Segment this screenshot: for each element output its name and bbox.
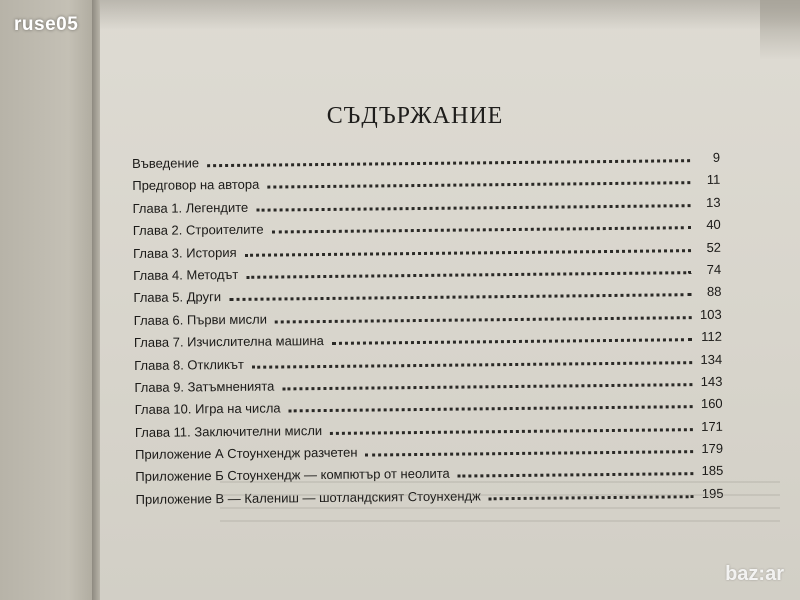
dot-leader [330, 428, 693, 435]
toc-entry: Глава 11. Заключителни мисли [134, 422, 323, 440]
toc-entry: Предговор на автора [132, 177, 260, 194]
toc-entry: Глава 7. Изчислителна машина [133, 333, 324, 351]
table-of-contents [132, 150, 724, 514]
toc-entry: Глава 8. Откликът [134, 356, 244, 373]
toc-entry: Глава 3. История [132, 244, 237, 261]
left-page [0, 0, 98, 600]
dot-leader [289, 405, 693, 412]
dot-leader [366, 450, 694, 456]
toc-entry: Глава 2. Строителите [132, 221, 264, 239]
toc-entry: Глава 1. Легендите [132, 199, 249, 216]
toc-page-number: 195 [701, 485, 724, 501]
toc-page-number: 74 [706, 261, 722, 277]
toc-entry: Глава 9. Затъмненията [134, 378, 275, 395]
ghost-line [220, 481, 780, 483]
toc-page-number: 160 [700, 396, 723, 412]
toc-page-number: 11 [706, 172, 721, 188]
toc-page-number: 40 [706, 217, 721, 233]
toc-page-number: 9 [712, 149, 721, 165]
dot-leader [252, 361, 692, 369]
ghost-line [220, 494, 780, 496]
toc-page-number: 88 [706, 284, 722, 300]
dot-leader [275, 316, 692, 323]
dot-leader [245, 249, 691, 257]
toc-page-number: 13 [705, 194, 721, 210]
toc-entry: Глава 4. Методът [133, 266, 239, 283]
ghost-line [220, 520, 780, 522]
toc-entry: Приложение А Стоунхендж разчетен [135, 444, 358, 463]
toc-entry: Въведение [132, 155, 200, 171]
dot-leader [229, 293, 691, 301]
seller-watermark: ruse05 [14, 14, 79, 35]
dot-leader [272, 226, 691, 233]
toc-entry: Глава 5. Други [133, 289, 222, 306]
toc-entry: Глава 6. Първи мисли [133, 311, 268, 328]
toc-page-number: 185 [701, 463, 724, 479]
toc-page-number: 52 [706, 239, 722, 255]
bazar-logo: baz:ar [725, 563, 784, 585]
dot-leader [267, 182, 690, 189]
toc-page-number: 171 [701, 418, 723, 434]
toc-entry: Приложение Б Стоунхендж — компютър от неолита [135, 466, 450, 485]
page-title: СЪДЪРЖАНИЕ [326, 103, 504, 129]
toc-page-number: 143 [700, 373, 723, 389]
toc-page-number: 179 [701, 440, 724, 457]
ghost-line [220, 507, 780, 509]
page-corner-shadow [760, 0, 800, 60]
toc-entry: Приложение В — Калениш — шотландският Стоунхендж [135, 488, 481, 507]
toc-page-number: 112 [701, 328, 723, 345]
toc-entry: Глава 10. Игра на числа [134, 400, 281, 418]
page-top-shadow [100, 0, 800, 30]
toc-page-number: 134 [700, 351, 723, 367]
dot-leader [332, 338, 692, 345]
dot-leader [246, 271, 691, 279]
dot-leader [282, 383, 692, 390]
show-through-text [220, 470, 780, 533]
toc-page-number: 103 [699, 306, 722, 322]
dot-leader [256, 204, 690, 212]
dot-leader [207, 159, 690, 167]
